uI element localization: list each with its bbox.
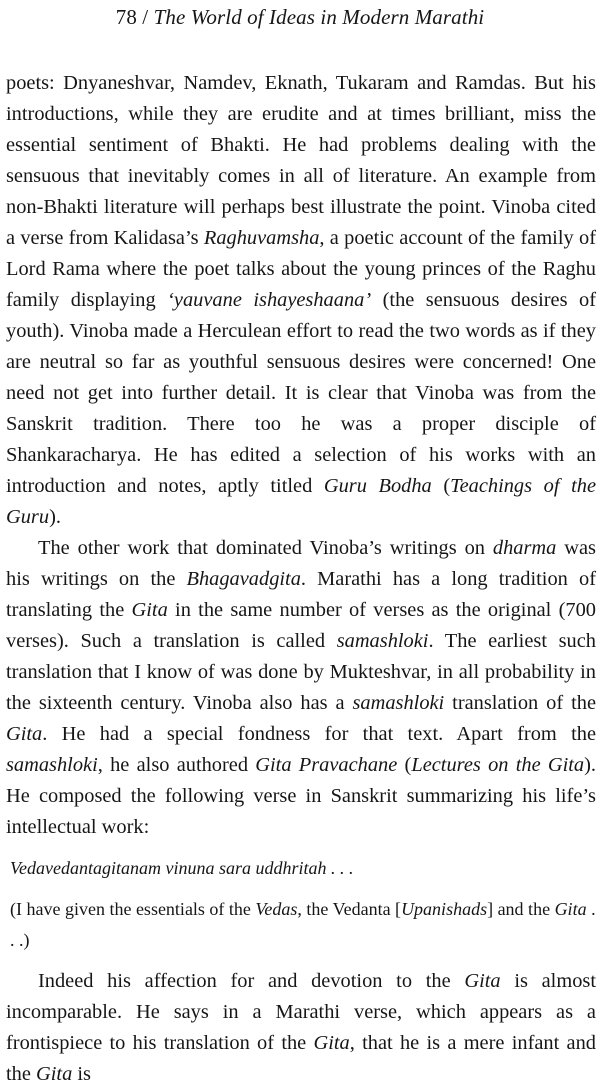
italic-text-run: Gita (313, 1032, 350, 1054)
italic-text-run: Upanishads (401, 899, 488, 919)
italic-text-run: samashloki (352, 692, 445, 714)
verse-translation (6, 894, 596, 956)
italic-text-run: samashloki (336, 630, 429, 652)
text-run: , that he is a mere infant and the (6, 1032, 596, 1085)
italic-text-run: samashloki (6, 754, 98, 776)
paragraph-continued (6, 68, 596, 533)
text-run: is (72, 1063, 91, 1085)
italic-text-run: Gita (464, 970, 501, 992)
page-number: 78 (115, 5, 137, 29)
italic-text-run: ‘yauvane ishayeshaana’ (167, 289, 372, 311)
italic-text-run: Gita (6, 723, 43, 745)
italic-text-run: Bhagavadgita (186, 568, 301, 590)
running-header (0, 4, 600, 30)
italic-text-run: dharma (492, 537, 557, 559)
text-run: ] and the (487, 899, 555, 919)
text-run: translation of the (444, 692, 596, 714)
sanskrit-verse-quote (6, 853, 596, 884)
body-text (6, 68, 596, 1090)
text-run: (the sensuous desires of youth). Vinoba made a Herculean effort to read the two words as if they are neutral so far as youthful sensuous desires were concerned! One need not get into further detail. It is clear that Vinoba was from the Sanskrit tradition. There too he was a proper disciple of Shankaracharya. He has edited a selection of his works with an introduction and notes, aptly titled (6, 289, 596, 497)
text-run: (I have given the essentials of the (10, 899, 256, 919)
text-run: ( (397, 754, 412, 776)
text-run: The other work that dominated Vinoba’s writings on (38, 537, 493, 559)
italic-text-run: Gita (36, 1063, 73, 1085)
italic-text-run: Raghuvamsha (203, 227, 320, 249)
text-run: ). (49, 506, 61, 528)
italic-text-run: Guru Bodha (323, 475, 432, 497)
text-run: ( (431, 475, 451, 497)
italic-text-run: Gita Pravachane (255, 754, 398, 776)
text-run: . The earliest such translation that I know of was done by Mukteshvar, in all probability in the sixteenth century. Vinoba also has a (6, 630, 596, 714)
text-run: , a poetic account of the family of Lord Rama where the poet talks about the young princes of the Raghu family displaying (6, 227, 596, 311)
header-separator: / (142, 5, 149, 29)
text-run: was his writings on the (6, 537, 596, 590)
paragraph-gita-devotion (6, 966, 596, 1090)
italic-text-run: Lectures on the Gita (411, 754, 585, 776)
text-run: in the same number of verses as the original (700 verses). Such a translation is called (6, 599, 596, 652)
text-run: poets: Dnyaneshvar, Namdev, Eknath, Tukaram and Ramdas. But his introductions, while they are erudite and at times brilliant, miss the essential sentiment of Bhakti. He had problems dealing with the sensuous that inevitably comes in all of literature. An example from non-Bhakti literature will perhaps best illustrate the point. Vinoba cited a verse from Kalidasa’s (6, 72, 596, 249)
text-run: ). He composed the following verse in Sanskrit summarizing his life’s intellectual work: (6, 754, 597, 838)
text-run: , he also authored (97, 754, 256, 776)
book-title: The World of Ideas in Modern Marathi (153, 5, 485, 29)
italic-text-run: Vedas (255, 899, 298, 919)
text-run: . He had a special fondness for that text. Apart from the (42, 723, 596, 745)
text-run: . . .) (10, 899, 596, 950)
text-run: , the Vedanta [ (297, 899, 402, 919)
italic-text-run: Gita (554, 899, 587, 919)
italic-text-run: Gita (131, 599, 168, 621)
italic-text-run: Vedavedantagitanam vinuna sara uddhritah . . . (10, 858, 354, 878)
text-run: Indeed his affection for and devotion to the (38, 970, 465, 992)
text-run: . Marathi has a long tradition of translating the (6, 568, 596, 621)
paragraph-bhagavadgita (6, 533, 596, 843)
italic-text-run: Teachings of the Guru (6, 475, 596, 528)
text-run: is almost incomparable. He says in a Marathi verse, which appears as a frontispiece to his translation of the (6, 970, 597, 1054)
